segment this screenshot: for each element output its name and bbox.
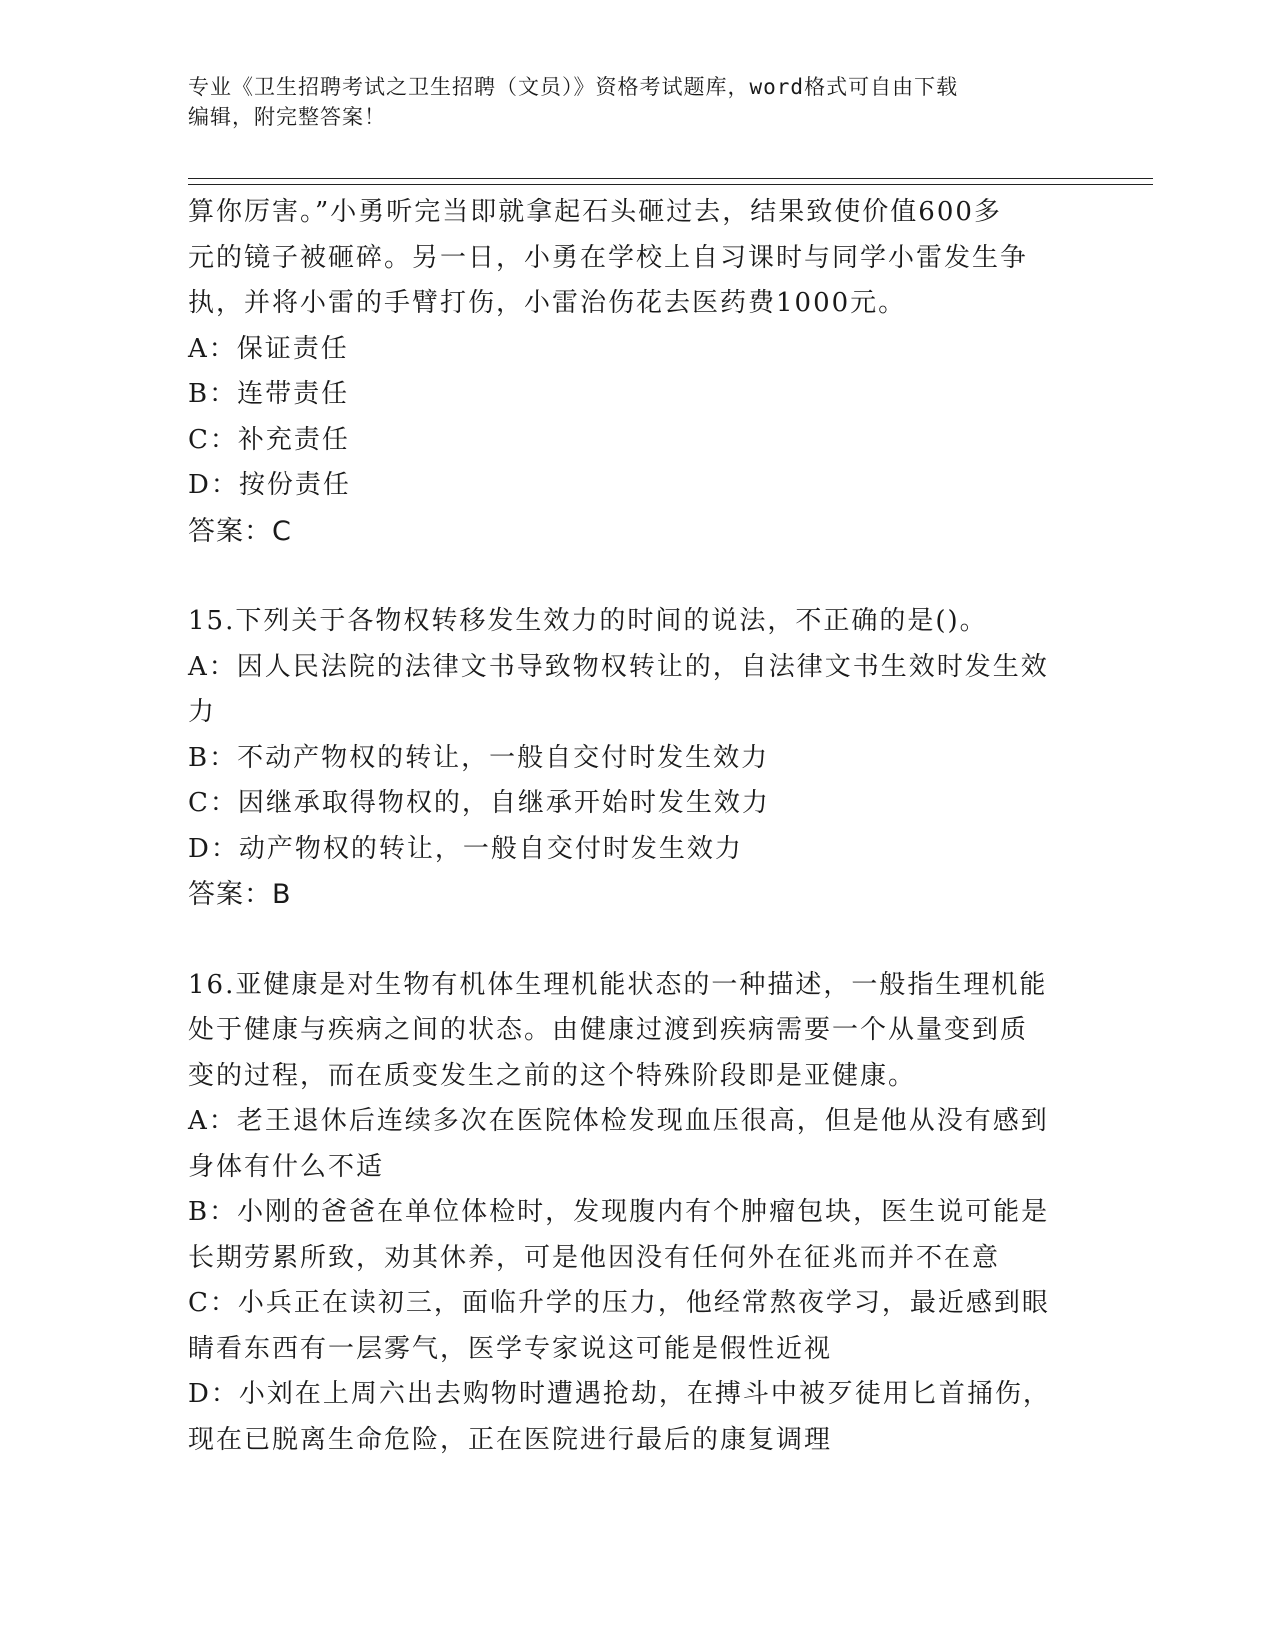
option-d: D：按份责任 [188,470,351,500]
question-16 [188,963,1078,1464]
header-rule-top [188,178,1153,179]
option-b-continued: 长期劳累所致，劝其休养，可是他因没有任何外在征兆而并不在意 [188,1242,1001,1273]
option-a: A：因人民法院的法律文书导致物权转让的，自法律文书生效时发生效 [188,651,1049,682]
answer-label: 答案：B [188,879,292,910]
option-d: D：小刘在上周六出去购物时遭遇抢劫，在搏斗中被歹徒用匕首捅伤， [188,1379,1051,1409]
question-stem: 16.亚健康是对生物有机体生理机能状态的一种描述，一般指生理机能 [188,969,1048,1000]
option-c: C：因继承取得物权的，自继承开始时发生效力 [188,788,770,818]
question-15 [188,599,1078,918]
header-rule-bottom [188,184,1153,185]
option-b: B：小刚的爸爸在单位体检时，发现腹内有个肿瘤包块，医生说可能是 [188,1197,1050,1227]
option-d-continued: 现在已脱离生命危险，正在医院进行最后的康复调理 [188,1424,833,1455]
question-text-line: 元的镜子被砸碎。另一日，小勇在学校上自习课时与同学小雷发生争 [188,242,1029,273]
option-a: A：保证责任 [188,333,349,364]
header-line-1: 专业《卫生招聘考试之卫生招聘（文员）》资格考试题库，word格式可自由下载 [188,75,959,99]
option-a-continued: 身体有什么不适 [188,1151,385,1182]
question-stem: 15.下列关于各物权转移发生效力的时间的说法，不正确的是()。 [188,606,988,636]
question-stem-continued: 变的过程，而在质变发生之前的这个特殊阶段即是亚健康。 [188,1060,917,1091]
question-text-line: 执，并将小雷的手臂打伤，小雷治伤花去医药费1000元。 [188,288,907,318]
option-b: B：不动产物权的转让，一般自交付时发生效力 [188,742,770,773]
option-c: C：小兵正在读初三，面临升学的压力，他经常熬夜学习，最近感到眼 [188,1288,1050,1318]
document-body [188,190,1078,1463]
spacer [188,554,1078,599]
answer-label: 答案：C [188,515,292,547]
spacer [188,918,1078,963]
question-14 [188,190,1078,554]
option-c: C：补充责任 [188,424,350,455]
option-c-continued: 睛看东西有一层雾气，医学专家说这可能是假性近视 [188,1333,833,1364]
question-stem-continued: 处于健康与疾病之间的状态。由健康过渡到疾病需要一个从量变到质 [188,1015,1029,1045]
option-a-continued: 力 [188,697,217,727]
header-line-2: 编辑，附完整答案！ [188,105,386,129]
option-b: B：连带责任 [188,379,350,409]
option-d: D：动产物权的转让，一般自交付时发生效力 [188,833,743,864]
option-a: A：老王退休后连续多次在医院体检发现血压很高，但是他从没有感到 [188,1106,1049,1136]
question-text-line: 算你厉害。”小勇听完当即就拿起石头砸过去，结果致使价值600多 [188,197,1002,227]
document-header [188,72,1068,132]
